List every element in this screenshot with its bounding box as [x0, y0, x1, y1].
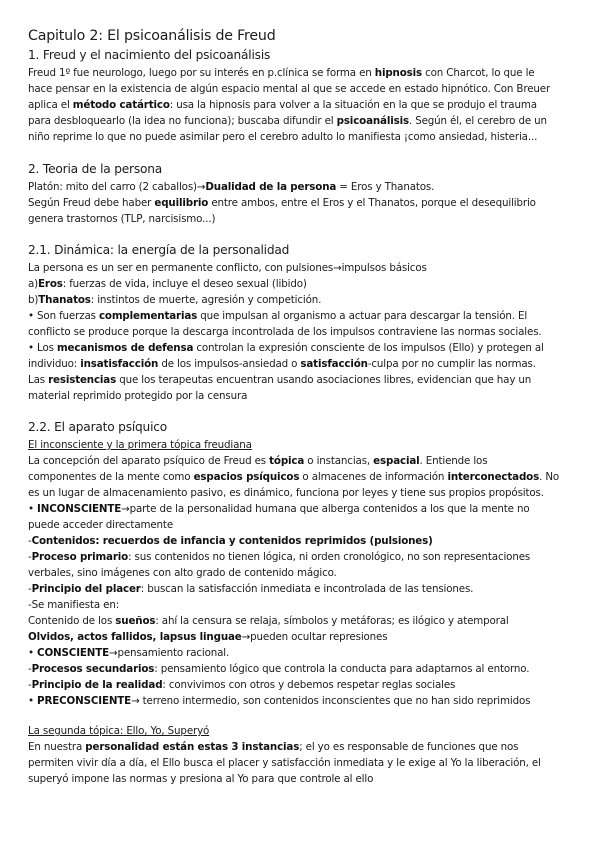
bold-term: Contenidos: recuerdos de infancia y contenidos reprimidos (pulsiones) [31, 535, 433, 547]
bold-term: personalidad están estas 3 instancias [85, 741, 300, 753]
bold-term: espacios psíquicos [193, 471, 300, 483]
bold-term: Eros [38, 278, 63, 290]
paragraph-line: Según Freud debe haber equilibrio entre ambos, entre el Eros y el Thanatos, porque el desequilibrio [28, 197, 536, 209]
bold-term: Proceso primario [31, 551, 129, 563]
paragraph-line: -Procesos secundarios: pensamiento lógico que controla la conducta para adaptarnos al entorno. [28, 663, 530, 675]
bold-term: Principio de la realidad [31, 679, 163, 691]
section-heading: 2.2. El aparato psíquico [28, 420, 168, 434]
paragraph-line: conflicto se produce porque la descarga incontrolada de los impulsos contraviene las normas sociales. [28, 326, 542, 338]
page-title: Capitulo 2: El psicoanálisis de Freud [28, 28, 276, 44]
section-heading: 2. Teoria de la persona [28, 162, 163, 176]
paragraph-line: Freud 1º fue neurologo, luego por su interés en p.clínica se forma en hipnosis con Charcot, lo que le [28, 67, 535, 79]
paragraph-line: permiten vivir día a día, el Ello busca el placer y satisfacción inmediata y le exige al Yo la liberación, el [28, 757, 541, 769]
paragraph-line: genera trastornos (TLP, narcisismo...) [28, 213, 216, 225]
paragraph-line: puede acceder directamente [28, 519, 173, 531]
bold-term: mecanismos de defensa [56, 342, 194, 354]
subsection-heading: La segunda tópica: Ello, Yo, Superyó [28, 725, 210, 737]
bold-term: satisfacción [300, 358, 368, 370]
paragraph-line: • INCONSCIENTE→parte de la personalidad humana que alberga contenidos a los que la mente no [28, 503, 530, 515]
paragraph-line: individuo: insatisfacción de los impulsos-ansiedad o satisfacción-culpa por no cumplir las normas. [28, 358, 536, 370]
paragraph-line: material reprimido protegido por la censura [28, 390, 248, 402]
paragraph-line: Olvidos, actos fallidos, lapsus linguae→pueden ocultar represiones [28, 631, 388, 643]
paragraph-line: • Son fuerzas complementarias que impulsan al organismo a actuar para descargar la tensión. El [28, 310, 528, 322]
bold-term: CONSCIENTE [37, 647, 109, 659]
paragraph-line: En nuestra personalidad están estas 3 instancias; el yo es responsable de funciones que nos [28, 741, 519, 753]
section-heading: 2.1. Dinámica: la energía de la personalidad [28, 243, 290, 257]
bold-term: Olvidos, actos fallidos, lapsus linguae [28, 631, 242, 643]
paragraph-line: • Los mecanismos de defensa controlan la expresión consciente de los impulsos (Ello) y protegen al [28, 342, 544, 354]
paragraph-line: -Se manifiesta en: [28, 599, 120, 611]
paragraph-line: aplica el método catártico: usa la hipnosis para volver a la situación en la que se produjo el trauma [28, 99, 537, 111]
bold-term: resistencias [48, 374, 117, 386]
bold-term: espacial [373, 455, 420, 467]
paragraph-line: es un lugar de almacenamiento pasivo, es dinámico, funciona por leyes y tiene sus propios propósitos. [28, 487, 544, 499]
paragraph-line: Platón: mito del carro (2 caballos)→Dualidad de la persona = Eros y Thanatos. [28, 181, 435, 193]
bold-term: sueños [115, 615, 156, 627]
bold-term: método catártico [72, 99, 170, 111]
bold-term: Procesos secundarios [31, 663, 155, 675]
paragraph-line: componentes de la mente como espacios psíquicos o almacenes de información interconectados. No [28, 471, 560, 483]
paragraph-line: La persona es un ser en permanente conflicto, con pulsiones→impulsos básicos [28, 262, 427, 274]
bold-term: psicoanálisis [336, 115, 409, 127]
paragraph-line: La concepción del aparato psíquico de Freud es tópica o instancias, espacial. Entiende los [28, 455, 488, 467]
paragraph-line: Las resistencias que los terapeutas encuentran usando asociaciones libres, evidencian que hay un [28, 374, 532, 386]
paragraph-line: -Proceso primario: sus contenidos no tienen lógica, ni orden cronológico, no son representaciones [28, 551, 531, 563]
bold-term: interconectados [447, 471, 540, 483]
bold-term: equilibrio [154, 197, 209, 209]
section-heading: 1. Freud y el nacimiento del psicoanálisis [28, 48, 271, 62]
paragraph-line: superyó impone las normas y presiona al Yo para que controle al ello [28, 773, 374, 785]
paragraph-line: b)Thanatos: instintos de muerte, agresión y competición. [28, 294, 322, 306]
paragraph-line: hace pensar en la existencia de algún espacio mental al que se accede en estado hipnótico. Con Breuer [28, 83, 551, 95]
bold-term: tópica [269, 455, 305, 467]
bold-term: PRECONSCIENTE [37, 695, 132, 707]
paragraph-line: -Principio de la realidad: convivimos con otros y debemos respetar reglas sociales [28, 679, 456, 691]
paragraph-line: niño reprime lo que no puede asimilar pero el cerebro adulto lo manifiesta ¡como ansiedad, histeria... [28, 131, 538, 143]
paragraph-line: Contenido de los sueños: ahí la censura se relaja, símbolos y metáforas; es ilógico y atemporal [28, 615, 509, 627]
bold-term: hipnosis [374, 67, 422, 79]
bold-term: complementarias [98, 310, 198, 322]
paragraph-line: • CONSCIENTE→pensamiento racional. [28, 647, 230, 659]
subsection-heading: El inconsciente y la primera tópica freudiana [28, 439, 252, 451]
paragraph-line: para desbloquearlo (la idea no funciona); buscaba difundir el psicoanálisis. Según él, el cerebro de un [28, 115, 547, 127]
bold-term: insatisfacción [80, 358, 159, 370]
bold-term: Thanatos [38, 294, 91, 306]
paragraph-line: -Contenidos: recuerdos de infancia y contenidos reprimidos (pulsiones) [28, 535, 433, 547]
bold-term: Dualidad de la persona [205, 181, 337, 193]
paragraph-line: verbales, sino imágenes con alto grado de contenido mágico. [28, 567, 337, 579]
bold-term: Principio del placer [31, 583, 141, 595]
paragraph-line: -Principio del placer: buscan la satisfacción inmediata e incontrolada de las tensiones. [28, 583, 474, 595]
paragraph-line: • PRECONSCIENTE→ terreno intermedio, son contenidos inconscientes que no han sido reprimidos [28, 695, 531, 707]
paragraph-line: a)Eros: fuerzas de vida, incluye el deseo sexual (libido) [28, 278, 307, 290]
bold-term: INCONSCIENTE [37, 503, 122, 515]
